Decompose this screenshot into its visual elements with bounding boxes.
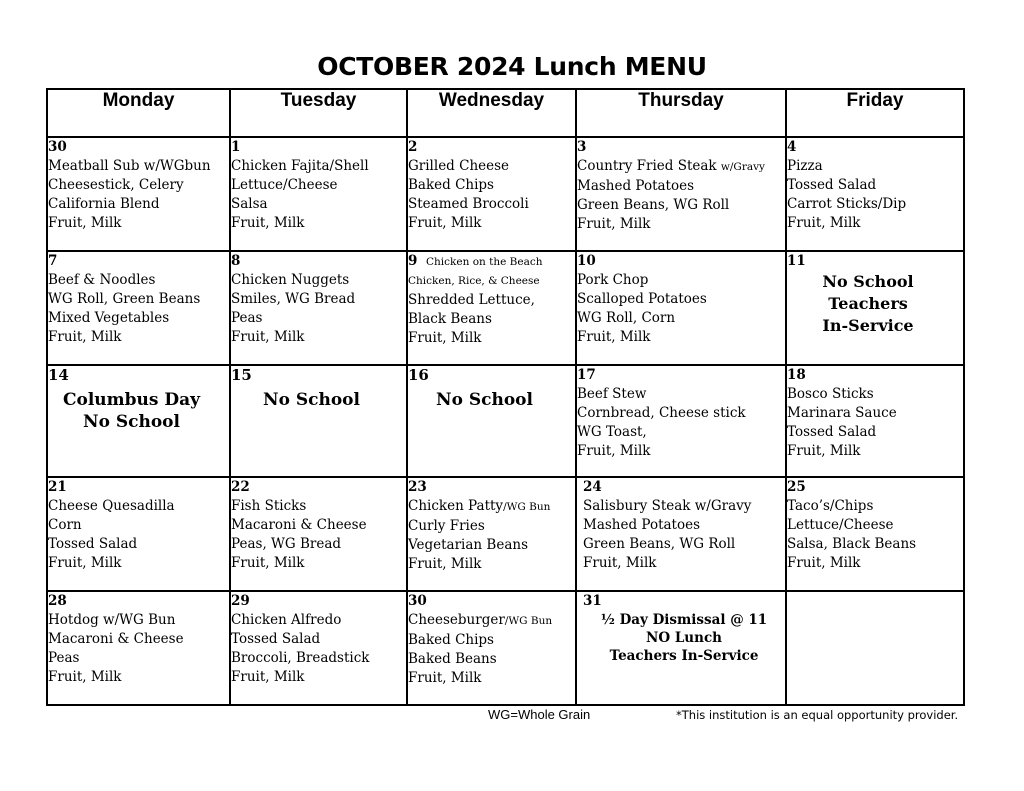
menu-item: Fruit, Milk (408, 556, 482, 573)
menu-item: Carrot Sticks/Dip (787, 196, 907, 212)
menu-item: Tossed Salad (787, 177, 877, 193)
weekday-header-row (47, 89, 964, 137)
day-cell (47, 137, 230, 251)
no-school-notice (217, 389, 406, 411)
menu-item: Grilled Cheese (408, 158, 510, 174)
menu-item: Fruit, Milk (231, 215, 305, 231)
day-number: 31 (583, 593, 602, 610)
notice-line: NO Lunch (646, 630, 722, 647)
menu-item: Fish Sticks (231, 498, 307, 515)
holiday-notice (34, 389, 229, 433)
day-number: 22 (231, 479, 250, 496)
menu-item: Fruit, Milk (787, 215, 861, 231)
menu-item: Salisbury Steak w/Gravy (583, 498, 752, 515)
day-number: 30 (408, 593, 427, 610)
week-row (47, 477, 964, 591)
menu-item-main: Chicken Patty (408, 498, 504, 515)
menu-item: Pork Chop (577, 271, 649, 288)
menu-item: Chicken Nuggets (231, 271, 350, 288)
menu-item: Taco’s/Chips (787, 498, 874, 515)
day-cell (230, 477, 407, 591)
menu-item: Fruit, Milk (577, 216, 651, 232)
notice-line: No School (83, 411, 180, 432)
notice-line: No School (263, 389, 360, 410)
day-cell (786, 365, 964, 478)
day-number: 28 (48, 593, 67, 610)
menu-item: Baked Beans (408, 651, 497, 668)
menu-item: Fruit, Milk (48, 669, 122, 686)
day-cell (47, 365, 230, 478)
menu-item: Mixed Vegetables (48, 309, 170, 326)
day-cell (576, 137, 786, 251)
day-number: 2 (408, 139, 418, 155)
notice-line: Teachers (828, 293, 908, 313)
week-row (47, 251, 964, 365)
menu-item: Fruit, Milk (408, 670, 482, 687)
day-cell (786, 477, 964, 591)
menu-item: Peas (48, 650, 80, 667)
menu-item (408, 497, 575, 517)
menu-item: Fruit, Milk (48, 555, 122, 572)
day-number: 23 (408, 479, 427, 496)
day-cell (47, 477, 230, 591)
menu-item: Fruit, Milk (408, 329, 482, 346)
menu-item: Fruit, Milk (231, 328, 305, 345)
whole-grain-legend: WG=Whole Grain (488, 707, 591, 722)
menu-item: Steamed Broccoli (408, 196, 529, 212)
menu-item: Fruit, Milk (48, 215, 122, 231)
day-cell (407, 591, 576, 705)
day-cell (230, 137, 407, 251)
menu-item: Fruit, Milk (231, 669, 305, 686)
notice-line: Columbus Day (62, 389, 201, 410)
day-number: 9 (408, 252, 418, 269)
menu-item: Tossed Salad (48, 536, 138, 553)
menu-item-main: Country Fried Steak (577, 158, 717, 174)
menu-item-note: /WG Bun (504, 615, 553, 628)
menu-calendar (46, 88, 965, 706)
day-number: 7 (48, 252, 58, 269)
day-cell (230, 365, 407, 478)
menu-item: WG Toast, (577, 423, 647, 440)
menu-item: WG Roll, Green Beans (48, 290, 201, 307)
day-cell (786, 251, 964, 365)
menu-item: California Blend (48, 196, 160, 212)
menu-item: Meatball Sub w/WGbun (48, 158, 211, 174)
menu-item: Chicken Alfredo (231, 612, 342, 629)
menu-item: Beef & Noodles (48, 271, 156, 288)
menu-item-note: Chicken on the Beach (426, 255, 543, 268)
weekday-header: Wednesday (407, 89, 576, 137)
day-cell (407, 365, 576, 478)
menu-item: Cheesestick, Celery (48, 177, 184, 193)
menu-item: Cheese Quesadilla (48, 498, 175, 515)
day-header-line (408, 252, 575, 272)
day-number: 17 (577, 366, 596, 383)
menu-item-note: w/Gravy (720, 161, 765, 173)
menu-item: Corn (48, 517, 82, 534)
menu-item: Scalloped Potatoes (577, 290, 707, 307)
menu-item: Fruit, Milk (577, 328, 651, 345)
weekday-header: Monday (47, 89, 230, 137)
no-school-notice (394, 389, 575, 411)
menu-item: Macaroni & Cheese (48, 631, 184, 648)
menu-item: Mashed Potatoes (577, 178, 695, 194)
notice-line: In-Service (822, 315, 914, 335)
day-cell (407, 477, 576, 591)
empty-day-cell (786, 591, 964, 705)
menu-item: Bosco Sticks (787, 385, 874, 402)
menu-item: Tossed Salad (231, 631, 321, 648)
menu-item: Tossed Salad (787, 423, 877, 440)
dismissal-notice (583, 611, 785, 665)
menu-item: Fruit, Milk (577, 442, 651, 459)
menu-item: Beef Stew (577, 385, 647, 402)
day-cell (576, 591, 786, 705)
day-number: 14 (48, 365, 69, 384)
menu-item: Mashed Potatoes (583, 517, 701, 534)
menu-item: Peas, WG Bread (231, 536, 342, 553)
day-number: 4 (787, 139, 797, 155)
menu-item: Hotdog w/WG Bun (48, 612, 176, 629)
notice-line: ½ Day Dismissal @ 11 (600, 612, 768, 629)
menu-item: Fruit, Milk (48, 328, 122, 345)
menu-item: Fruit, Milk (231, 555, 305, 572)
day-cell (47, 251, 230, 365)
menu-item (577, 157, 785, 177)
day-cell (230, 251, 407, 365)
notice-line: No School (436, 389, 533, 410)
day-number: 16 (408, 365, 429, 384)
day-number: 21 (48, 479, 67, 496)
menu-item: Baked Chips (408, 632, 494, 649)
day-cell (786, 137, 964, 251)
weekday-header: Tuesday (230, 89, 407, 137)
menu-item: Marinara Sauce (787, 404, 897, 421)
day-cell (576, 251, 786, 365)
notice-line: No School (822, 271, 914, 291)
menu-item: Broccoli, Breadstick (231, 650, 370, 667)
day-cell (47, 591, 230, 705)
day-number: 25 (787, 479, 806, 496)
menu-item: Salsa, Black Beans (787, 536, 917, 553)
day-number: 15 (231, 365, 252, 384)
day-number: 24 (583, 479, 602, 496)
menu-item: Cornbread, Cheese stick (577, 404, 746, 421)
menu-item: Macaroni & Cheese (231, 517, 367, 534)
menu-item: Chicken Fajita/Shell (231, 158, 369, 174)
day-number: 11 (787, 252, 806, 269)
notice-line: Teachers In-Service (609, 648, 759, 665)
day-cell (407, 251, 576, 365)
menu-item: Vegetarian Beans (408, 537, 528, 554)
day-number: 3 (577, 139, 587, 155)
menu-item: WG Roll, Corn (577, 309, 676, 326)
menu-item: Smiles, WG Bread (231, 290, 356, 307)
menu-item-note: Chicken, Rice, & Cheese (408, 274, 540, 287)
menu-item: Fruit, Milk (408, 215, 482, 231)
day-number: 18 (787, 366, 806, 383)
no-school-notice (773, 271, 963, 337)
menu-item: Pizza (787, 158, 823, 174)
menu-item: Fruit, Milk (787, 442, 861, 459)
page-title: OCTOBER 2024 Lunch MENU (317, 52, 707, 81)
day-number: 1 (231, 139, 241, 155)
week-row (47, 365, 964, 478)
weekday-header: Friday (786, 89, 964, 137)
equal-opportunity-note: *This institution is an equal opportunity provider. (676, 708, 959, 722)
menu-item: Fruit, Milk (583, 555, 657, 572)
menu-item: Lettuce/Cheese (787, 517, 894, 534)
day-cell (407, 137, 576, 251)
weekday-header: Thursday (576, 89, 786, 137)
menu-item: Black Beans (408, 310, 492, 327)
week-row (47, 591, 964, 705)
menu-item-main: Cheeseburger (408, 612, 505, 629)
menu-item: Baked Chips (408, 177, 494, 193)
day-number: 29 (231, 593, 250, 610)
menu-item: Salsa (231, 196, 268, 212)
menu-item: Green Beans, WG Roll (577, 197, 730, 213)
day-cell (230, 591, 407, 705)
day-number: 10 (577, 252, 596, 269)
day-number: 8 (231, 252, 241, 269)
menu-item-note: /WG Bun (503, 501, 551, 514)
day-cell (576, 477, 786, 591)
menu-item (408, 611, 575, 631)
menu-item: Shredded Lettuce, (408, 291, 535, 308)
menu-item: Fruit, Milk (787, 555, 861, 572)
menu-item: Curly Fries (408, 518, 485, 535)
menu-item: Lettuce/Cheese (231, 177, 338, 193)
day-cell (576, 365, 786, 478)
menu-item: Peas (231, 309, 263, 326)
menu-item: Green Beans, WG Roll (583, 536, 736, 553)
week-row (47, 137, 964, 251)
day-number: 30 (48, 139, 67, 155)
